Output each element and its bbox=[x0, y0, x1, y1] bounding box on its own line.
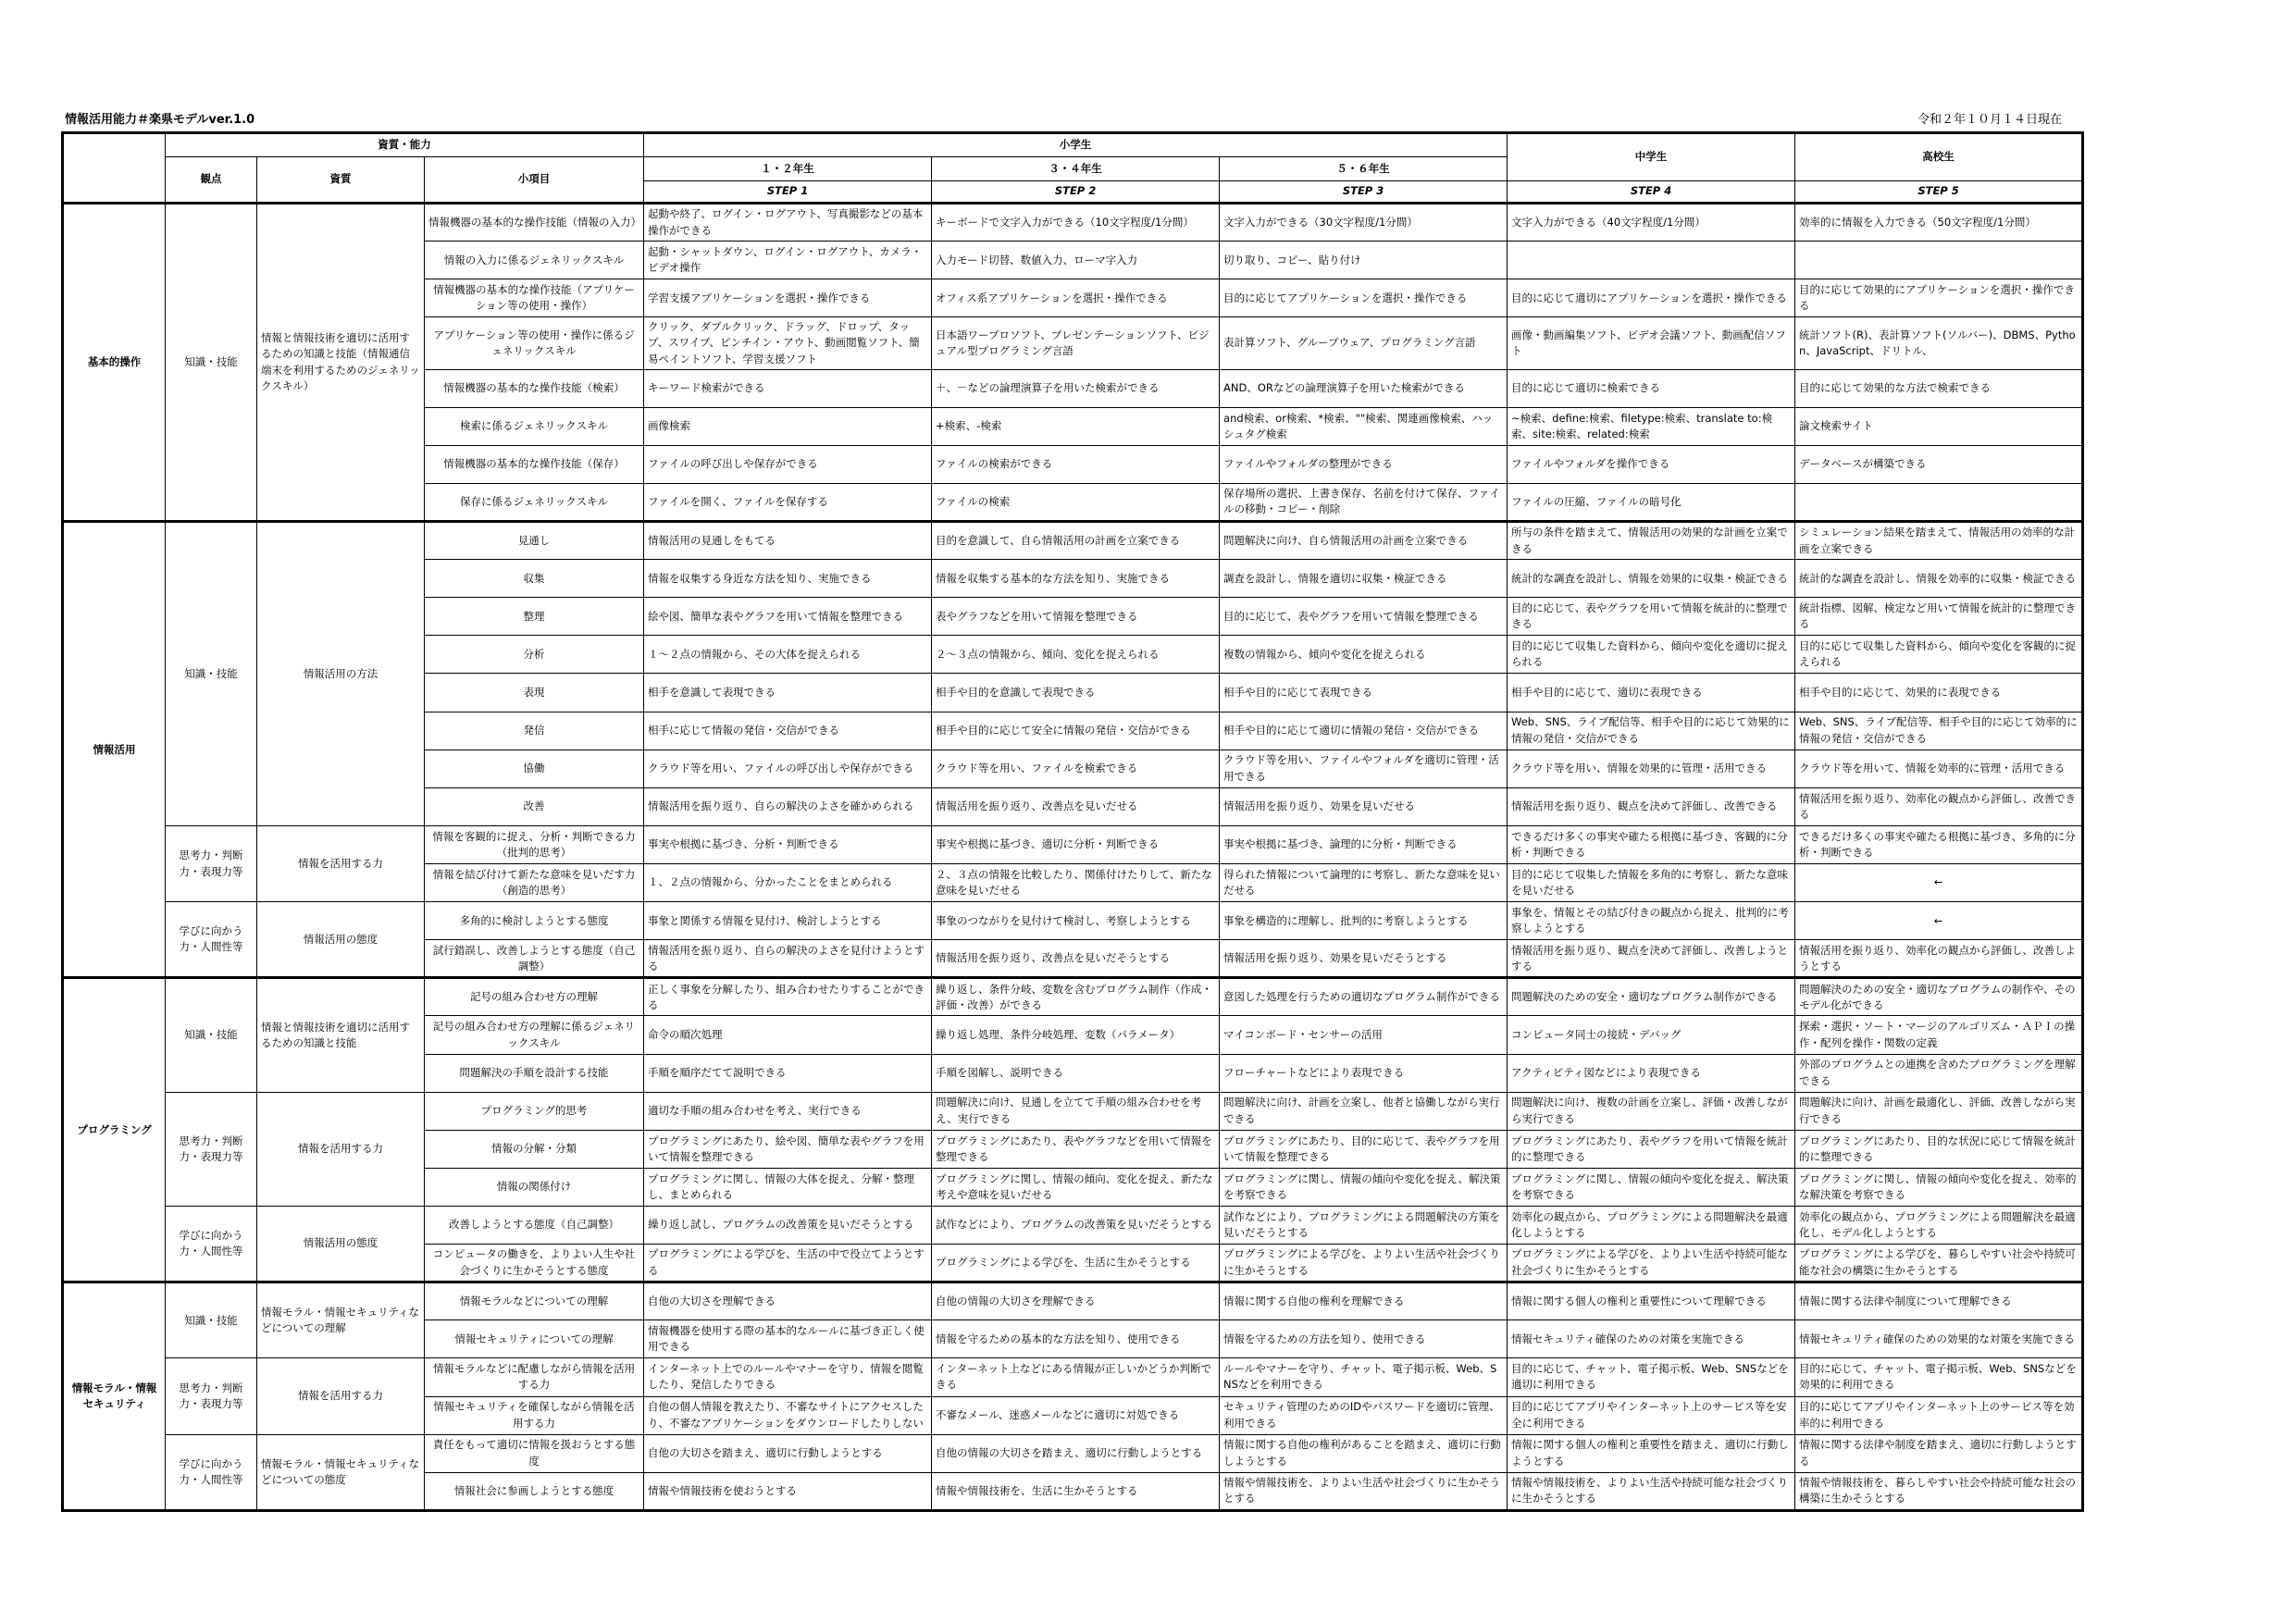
step5-cell: 情報活用を振り返り、効率化の観点から評価し、改善できる bbox=[1795, 787, 2083, 825]
step1-cell: 情報機器を使用する際の基本的なルールに基づき正しく使用できる bbox=[644, 1320, 932, 1358]
step4-cell: 文字入力ができる（40文字程度/1分間） bbox=[1508, 204, 1795, 242]
step4-cell: プログラミングにあたり、表やグラフを用いて情報を統計的に整理できる bbox=[1508, 1130, 1795, 1168]
step5-cell: 情報に関する法律や制度について理解できる bbox=[1795, 1282, 2083, 1320]
header-step1: STEP 1 bbox=[644, 181, 932, 204]
step5-cell: 情報活用を振り返り、効率化の観点から評価し、改善しようとする bbox=[1795, 940, 2083, 978]
step5-cell: 情報セキュリティ確保のための効果的な対策を実施できる bbox=[1795, 1320, 2083, 1358]
step1-cell: １、２点の情報から、分かったことをまとめられる bbox=[644, 864, 932, 902]
step1-cell: 適切な手順の組み合わせを考え、実行できる bbox=[644, 1092, 932, 1130]
header-high-school: 高校生 bbox=[1795, 133, 2083, 181]
quality-cell: 情報と情報技術を適切に活用するための知識と技能（情報通信端末を利用するためのジェネリックスキル） bbox=[257, 204, 425, 522]
step3-cell: 問題解決に向け、計画を立案し、他者と協働しながら実行できる bbox=[1220, 1092, 1508, 1130]
step2-cell: 目的を意識して、自ら情報活用の計画を立案できる bbox=[932, 522, 1220, 560]
step1-cell: 自他の大切さを踏まえ、適切に行動しようとする bbox=[644, 1434, 932, 1472]
sub-item-cell: プログラミング的思考 bbox=[425, 1092, 644, 1130]
step1-cell: 学習支援アプリケーションを選択・操作できる bbox=[644, 279, 932, 317]
step4-cell: 目的に応じて適切にアプリケーションを選択・操作できる bbox=[1508, 279, 1795, 317]
viewpoint-cell: 学びに向かう力・人間性等 bbox=[166, 1434, 257, 1510]
step3-cell: セキュリティ管理のためのIDやパスワードを適切に管理、利用できる bbox=[1220, 1396, 1508, 1434]
step3-cell: クラウド等を用い、ファイルやフォルダを適切に管理・活用できる bbox=[1220, 750, 1508, 787]
sub-item-cell: 整理 bbox=[425, 598, 644, 636]
sub-item-cell: 問題解決の手順を設計する技能 bbox=[425, 1054, 644, 1092]
step5-cell: 目的に応じてアプリやインターネット上のサービス等を効率的に利用できる bbox=[1795, 1396, 2083, 1434]
step5-cell: 相手や目的に応じて、効果的に表現できる bbox=[1795, 674, 2083, 712]
step3-cell: 相手や目的に応じて適切に情報の発信・交信ができる bbox=[1220, 712, 1508, 750]
quality-cell: 情報と情報技術を適切に活用するための知識と技能 bbox=[257, 978, 425, 1092]
step2-cell: 不審なメール、迷惑メールなどに適切に対処できる bbox=[932, 1396, 1220, 1434]
category-cell: 基本的操作 bbox=[63, 204, 166, 522]
sub-item-cell: 情報社会に参画しようとする態度 bbox=[425, 1472, 644, 1510]
step5-cell: 探索・選択・ソート・マージのアルゴリズム・ＡＰＩの操作・配列を操作・関数の定義 bbox=[1795, 1016, 2083, 1054]
step4-cell: 相手や目的に応じて、適切に表現できる bbox=[1508, 674, 1795, 712]
sub-item-cell: コンピュータの働きを、よりよい人生や社会づくりに生かそうとする態度 bbox=[425, 1245, 644, 1282]
step2-cell: 事象のつながりを見付けて検討し、考察しようとする bbox=[932, 902, 1220, 940]
step3-cell: 情報活用を振り返り、効果を見いだそうとする bbox=[1220, 940, 1508, 978]
step3-cell: 保存場所の選択、上書き保存、名前を付けて保存、ファイルの移動・コピー・削除 bbox=[1220, 483, 1508, 521]
header-corner bbox=[63, 133, 166, 204]
sub-item-cell: 多角的に検討しようとする態度 bbox=[425, 902, 644, 940]
step4-cell: ファイルやフォルダを操作できる bbox=[1508, 445, 1795, 483]
document-date: 令和２年１０月１４日現在 bbox=[1917, 113, 2062, 127]
step3-cell: 目的に応じて、表やグラフを用いて情報を整理できる bbox=[1220, 598, 1508, 636]
step5-cell: クラウド等を用いて、情報を効率的に管理・活用できる bbox=[1795, 750, 2083, 787]
step4-cell: 所与の条件を踏まえて、情報活用の効果的な計画を立案できる bbox=[1508, 522, 1795, 560]
step1-cell: 命令の順次処理 bbox=[644, 1016, 932, 1054]
step2-cell: 繰り返し処理、条件分岐処理、変数（パラメータ） bbox=[932, 1016, 1220, 1054]
step3-cell: 切り取り、コピー、貼り付け bbox=[1220, 242, 1508, 279]
sub-item-cell: 記号の組み合わせ方の理解 bbox=[425, 978, 644, 1016]
step3-cell: プログラミングによる学びを、よりよい生活や社会づくりに生かそうとする bbox=[1220, 1245, 1508, 1282]
step4-cell: 情報セキュリティ確保のための対策を実施できる bbox=[1508, 1320, 1795, 1358]
step1-cell: 相手を意識して表現できる bbox=[644, 674, 932, 712]
step1-cell: 絵や図、簡単な表やグラフを用いて情報を整理できる bbox=[644, 598, 932, 636]
step3-cell: 情報に関する自他の権利を理解できる bbox=[1220, 1282, 1508, 1320]
step5-cell: 効率的に情報を入力できる（50文字程度/1分間） bbox=[1795, 204, 2083, 242]
sub-item-cell: 情報セキュリティについての理解 bbox=[425, 1320, 644, 1358]
step2-cell: ２、３点の情報を比較したり、関係付けたりして、新たな意味を見いだせる bbox=[932, 864, 1220, 902]
step5-cell: 情報に関する法律や制度を踏まえ、適切に行動しようとする bbox=[1795, 1434, 2083, 1472]
step1-cell: クリック、ダブルクリック、ドラッグ、ドロップ、タップ、スワイプ、ピンチイン・アウト、動画閲覧ソフト、簡易ペイントソフト、学習支援ソフト bbox=[644, 317, 932, 369]
quality-cell: 情報を活用する力 bbox=[257, 825, 425, 901]
sub-item-cell: 検索に係るジェネリックスキル bbox=[425, 407, 644, 445]
step2-cell: 表やグラフなどを用いて情報を整理できる bbox=[932, 598, 1220, 636]
sub-item-cell: 責任をもって適切に情報を扱おうとする態度 bbox=[425, 1434, 644, 1472]
quality-cell: 情報活用の態度 bbox=[257, 902, 425, 978]
viewpoint-cell: 学びに向かう力・人間性等 bbox=[166, 1207, 257, 1282]
step1-cell: 事実や根拠に基づき、分析・判断できる bbox=[644, 825, 932, 863]
step3-cell: 調査を設計し、情報を適切に収集・検証できる bbox=[1220, 560, 1508, 598]
step4-cell: 問題解決に向け、複数の計画を立案し、評価・改善しながら実行できる bbox=[1508, 1092, 1795, 1130]
step2-cell: プログラミングによる学びを、生活に生かそうとする bbox=[932, 1245, 1220, 1282]
step4-cell: プログラミングによる学びを、よりよい生活や持続可能な社会づくりに生かそうとする bbox=[1508, 1245, 1795, 1282]
header-step4: STEP 4 bbox=[1508, 181, 1795, 204]
table-row bbox=[63, 522, 2083, 560]
step4-cell: 目的に応じて収集した資料から、傾向や変化を適切に捉えられる bbox=[1508, 636, 1795, 674]
step5-cell: 論文検索サイト bbox=[1795, 407, 2083, 445]
step2-cell: 繰り返し、条件分岐、変数を含むプログラム制作（作成・評価・改善）ができる bbox=[932, 978, 1220, 1016]
step4-cell: 情報や情報技術を、よりよい生活や持続可能な社会づくりに生かそうとする bbox=[1508, 1472, 1795, 1510]
sub-item-cell: 情報を結び付けて新たな意味を見いだす力（創造的思考） bbox=[425, 864, 644, 902]
step1-cell: 情報を収集する身近な方法を知り、実施できる bbox=[644, 560, 932, 598]
sub-item-cell: 改善 bbox=[425, 787, 644, 825]
step1-cell: 情報や情報技術を使おうとする bbox=[644, 1472, 932, 1510]
step3-cell: フローチャートなどにより表現できる bbox=[1220, 1054, 1508, 1092]
step1-cell: 情報活用を振り返り、自らの解決のよさを見付けようとする bbox=[644, 940, 932, 978]
step4-cell: 事象を、情報とその結び付きの観点から捉え、批判的に考察しようとする bbox=[1508, 902, 1795, 940]
sub-item-cell: 情報モラルなどに配慮しながら情報を活用する力 bbox=[425, 1358, 644, 1396]
sub-item-cell: 試行錯誤し、改善しようとする態度（自己調整） bbox=[425, 940, 644, 978]
step2-cell: +検索、-検索 bbox=[932, 407, 1220, 445]
step4-cell: 問題解決のための安全・適切なプログラム制作ができる bbox=[1508, 978, 1795, 1016]
step4-cell: 情報活用を振り返り、観点を決めて評価し、改善しようとする bbox=[1508, 940, 1795, 978]
competency-table bbox=[61, 131, 2084, 1512]
step2-cell: 情報活用を振り返り、改善点を見いだそうとする bbox=[932, 940, 1220, 978]
step3-cell: and検索、or検索、*検索、""検索、関連画像検索、ハッシュタグ検索 bbox=[1220, 407, 1508, 445]
step3-cell: ルールやマナーを守り、チャット、電子掲示板、Web、SNSなどを利用できる bbox=[1220, 1358, 1508, 1396]
step3-cell: 得られた情報について論理的に考察し、新たな意味を見いだせる bbox=[1220, 864, 1508, 902]
table-row bbox=[63, 1207, 2083, 1245]
sub-item-cell: 情報機器の基本的な操作技能（保存） bbox=[425, 445, 644, 483]
step1-cell: 相手に応じて情報の発信・交信ができる bbox=[644, 712, 932, 750]
sub-item-cell: 情報の関係付け bbox=[425, 1168, 644, 1206]
sub-item-cell: 表現 bbox=[425, 674, 644, 712]
sub-item-cell: 情報セキュリティを確保しながら情報を活用する力 bbox=[425, 1396, 644, 1434]
step3-cell: 情報や情報技術を、よりよい生活や社会づくりに生かそうとする bbox=[1220, 1472, 1508, 1510]
viewpoint-cell: 知識・技能 bbox=[166, 978, 257, 1092]
step5-cell bbox=[1795, 483, 2083, 521]
step2-cell: ファイルの検索 bbox=[932, 483, 1220, 521]
quality-cell: 情報活用の態度 bbox=[257, 1207, 425, 1282]
step5-cell: 情報や情報技術を、暮らしやすい社会や持続可能な社会の構築に生かそうとする bbox=[1795, 1472, 2083, 1510]
step3-cell: 事実や根拠に基づき、論理的に分析・判断できる bbox=[1220, 825, 1508, 863]
step1-cell: キーワード検索ができる bbox=[644, 369, 932, 407]
header-qualities: 資質・能力 bbox=[166, 133, 644, 157]
step4-cell: 統計的な調査を設計し、情報を効果的に収集・検証できる bbox=[1508, 560, 1795, 598]
step2-cell: 自他の情報の大切さを踏まえ、適切に行動しようとする bbox=[932, 1434, 1220, 1472]
sub-item-cell: 情報機器の基本的な操作技能（アプリケーション等の使用・操作） bbox=[425, 279, 644, 317]
step4-cell: 目的に応じて適切に検索できる bbox=[1508, 369, 1795, 407]
step1-cell: 情報活用を振り返り、自らの解決のよさを確かめられる bbox=[644, 787, 932, 825]
header-grade34: ３・４年生 bbox=[932, 157, 1220, 181]
viewpoint-cell: 思考力・判断力・表現力等 bbox=[166, 1092, 257, 1206]
step2-cell: クラウド等を用い、ファイルを検索できる bbox=[932, 750, 1220, 787]
step4-cell: できるだけ多くの事実や確たる根拠に基づき、客観的に分析・判断できる bbox=[1508, 825, 1795, 863]
step4-cell: 目的に応じてアプリやインターネット上のサービス等を安全に利用できる bbox=[1508, 1396, 1795, 1434]
header-quality: 資質 bbox=[257, 157, 425, 204]
sub-item-cell: 収集 bbox=[425, 560, 644, 598]
step5-cell: ← bbox=[1795, 864, 2083, 902]
step5-cell: 統計的な調査を設計し、情報を効率的に収集・検証できる bbox=[1795, 560, 2083, 598]
step1-cell: インターネット上でのルールやマナーを守り、情報を閲覧したり、発信したりできる bbox=[644, 1358, 932, 1396]
sub-item-cell: 記号の組み合わせ方の理解に係るジェネリックスキル bbox=[425, 1016, 644, 1054]
header-viewpoint: 観点 bbox=[166, 157, 257, 204]
step3-cell: 複数の情報から、傾向や変化を捉えられる bbox=[1220, 636, 1508, 674]
step1-cell: １～２点の情報から、その大体を捉えられる bbox=[644, 636, 932, 674]
category-cell: プログラミング bbox=[63, 978, 166, 1282]
step2-cell: オフィス系アプリケーションを選択・操作できる bbox=[932, 279, 1220, 317]
header-step2: STEP 2 bbox=[932, 181, 1220, 204]
step2-cell: 相手や目的に応じて安全に情報の発信・交信ができる bbox=[932, 712, 1220, 750]
step1-cell: 自他の個人情報を教えたり、不審なサイトにアクセスしたり、不審なアプリケーションをダウンロードしたりしない bbox=[644, 1396, 932, 1434]
step2-cell: ＋、－などの論理演算子を用いた検索ができる bbox=[932, 369, 1220, 407]
category-cell: 情報モラル・情報セキュリティ bbox=[63, 1282, 166, 1511]
step5-cell: 効率化の観点から、プログラミングによる問題解決を最適化し、モデル化しようとする bbox=[1795, 1207, 2083, 1245]
step2-cell: 手順を図解し、説明できる bbox=[932, 1054, 1220, 1092]
step2-cell: キーボードで文字入力ができる（10文字程度/1分間） bbox=[932, 204, 1220, 242]
viewpoint-cell: 知識・技能 bbox=[166, 1282, 257, 1358]
step3-cell: 情報活用を振り返り、効果を見いだせる bbox=[1220, 787, 1508, 825]
step3-cell: 意図した処理を行うための適切なプログラム制作ができる bbox=[1220, 978, 1508, 1016]
step2-cell: 日本語ワープロソフト、プレゼンテーションソフト、ビジュアル型プログラミング言語 bbox=[932, 317, 1220, 369]
step4-cell: 目的に応じて、表やグラフを用いて情報を統計的に整理できる bbox=[1508, 598, 1795, 636]
header-elementary: 小学生 bbox=[644, 133, 1508, 157]
header-step5: STEP 5 bbox=[1795, 181, 2083, 204]
step3-cell: 事象を構造的に理解し、批判的に考察しようとする bbox=[1220, 902, 1508, 940]
category-cell: 情報活用 bbox=[63, 522, 166, 978]
quality-cell: 情報モラル・情報セキュリティなどについての理解 bbox=[257, 1282, 425, 1358]
step5-cell: シミュレーション結果を踏まえて、情報活用の効率的な計画を立案できる bbox=[1795, 522, 2083, 560]
step1-cell: 手順を順序だてて説明できる bbox=[644, 1054, 932, 1092]
step5-cell: 目的に応じて収集した資料から、傾向や変化を客観的に捉えられる bbox=[1795, 636, 2083, 674]
quality-cell: 情報活用の方法 bbox=[257, 522, 425, 826]
step3-cell: ファイルやフォルダの整理ができる bbox=[1220, 445, 1508, 483]
step5-cell: プログラミングに関し、情報の傾向や変化を捉え、効率的な解決策を考察できる bbox=[1795, 1168, 2083, 1206]
step4-cell: ファイルの圧縮、ファイルの暗号化 bbox=[1508, 483, 1795, 521]
viewpoint-cell: 思考力・判断力・表現力等 bbox=[166, 1358, 257, 1434]
table-row bbox=[63, 204, 2083, 242]
step2-cell: ２～３点の情報から、傾向、変化を捉えられる bbox=[932, 636, 1220, 674]
sub-item-cell: 情報モラルなどについての理解 bbox=[425, 1282, 644, 1320]
viewpoint-cell: 知識・技能 bbox=[166, 204, 257, 522]
table-row bbox=[63, 1434, 2083, 1472]
step3-cell: マイコンボード・センサーの活用 bbox=[1220, 1016, 1508, 1054]
step2-cell: 情報や情報技術を、生活に生かそうとする bbox=[932, 1472, 1220, 1510]
header-sub-item: 小項目 bbox=[425, 157, 644, 204]
step5-cell: 目的に応じて効果的な方法で検索できる bbox=[1795, 369, 2083, 407]
step4-cell: 情報活用を振り返り、観点を決めて評価し、改善できる bbox=[1508, 787, 1795, 825]
sub-item-cell: 改善しようとする態度（自己調整） bbox=[425, 1207, 644, 1245]
step5-cell: プログラミングにあたり、目的な状況に応じて情報を統計的に整理できる bbox=[1795, 1130, 2083, 1168]
sub-item-cell: アプリケーション等の使用・操作に係るジェネリックスキル bbox=[425, 317, 644, 369]
step1-cell: プログラミングにあたり、絵や図、簡単な表やグラフを用いて情報を整理できる bbox=[644, 1130, 932, 1168]
sub-item-cell: 情報の分解・分類 bbox=[425, 1130, 644, 1168]
step2-cell: インターネット上などにある情報が正しいかどうか判断できる bbox=[932, 1358, 1220, 1396]
step2-cell: 問題解決に向け、見通しを立てて手順の組み合わせを考え、実行できる bbox=[932, 1092, 1220, 1130]
step3-cell: 表計算ソフト、グループウェア、プログラミング言語 bbox=[1220, 317, 1508, 369]
header-grade12: １・２年生 bbox=[644, 157, 932, 181]
step1-cell: 起動や終了、ログイン・ログアウト、写真撮影などの基本操作ができる bbox=[644, 204, 932, 242]
step3-cell: プログラミングにあたり、目的に応じて、表やグラフを用いて情報を整理できる bbox=[1220, 1130, 1508, 1168]
step5-cell: できるだけ多くの事実や確たる根拠に基づき、多角的に分析・判断できる bbox=[1795, 825, 2083, 863]
step2-cell: ファイルの検索ができる bbox=[932, 445, 1220, 483]
step2-cell: 情報活用を振り返り、改善点を見いだせる bbox=[932, 787, 1220, 825]
step1-cell: プログラミングによる学びを、生活の中で役立てようとする bbox=[644, 1245, 932, 1282]
step5-cell: 問題解決のための安全・適切なプログラムの制作や、そのモデル化ができる bbox=[1795, 978, 2083, 1016]
header-grade56: ５・６年生 bbox=[1220, 157, 1508, 181]
sub-item-cell: 情報の入力に係るジェネリックスキル bbox=[425, 242, 644, 279]
table-row bbox=[63, 825, 2083, 863]
step5-cell: 統計ソフト(R)、表計算ソフト(ソルバー)、DBMS、Python、JavaScript、ドリトル、 bbox=[1795, 317, 2083, 369]
step2-cell: 相手や目的を意識して表現できる bbox=[932, 674, 1220, 712]
step5-cell bbox=[1795, 242, 2083, 279]
step2-cell: 試作などにより、プログラムの改善策を見いだそうとする bbox=[932, 1207, 1220, 1245]
step4-cell: ~検索、define:検索、filetype:検索、translate to:検索、site:検索、related:検索 bbox=[1508, 407, 1795, 445]
step2-cell: 事実や根拠に基づき、適切に分析・判断できる bbox=[932, 825, 1220, 863]
step5-cell: 統計指標、図解、検定など用いて情報を統計的に整理できる bbox=[1795, 598, 2083, 636]
step2-cell: 自他の情報の大切さを理解できる bbox=[932, 1282, 1220, 1320]
step5-cell: 外部のプログラムとの連携を含めたプログラミングを理解できる bbox=[1795, 1054, 2083, 1092]
header-junior-high: 中学生 bbox=[1508, 133, 1795, 181]
step1-cell: 繰り返し試し、プログラムの改善策を見いだそうとする bbox=[644, 1207, 932, 1245]
sub-item-cell: 協働 bbox=[425, 750, 644, 787]
table-row bbox=[63, 1092, 2083, 1130]
table-row bbox=[63, 1358, 2083, 1396]
step3-cell: 試作などにより、プログラミングによる問題解決の方策を見いだそうとする bbox=[1220, 1207, 1508, 1245]
step3-cell: 相手や目的に応じて表現できる bbox=[1220, 674, 1508, 712]
step3-cell: 問題解決に向け、自ら情報活用の計画を立案できる bbox=[1220, 522, 1508, 560]
step4-cell: 画像・動画編集ソフト、ビデオ会議ソフト、動画配信ソフト bbox=[1508, 317, 1795, 369]
step4-cell: アクティビティ図などにより表現できる bbox=[1508, 1054, 1795, 1092]
step3-cell: 情報を守るための方法を知り、使用できる bbox=[1220, 1320, 1508, 1358]
step1-cell: ファイルを開く、ファイルを保存する bbox=[644, 483, 932, 521]
quality-cell: 情報を活用する力 bbox=[257, 1092, 425, 1206]
step5-cell: 目的に応じて、チャット、電子掲示板、Web、SNSなどを効果的に利用できる bbox=[1795, 1358, 2083, 1396]
step5-cell: データベースが構築できる bbox=[1795, 445, 2083, 483]
step2-cell: 情報を収集する基本的な方法を知り、実施できる bbox=[932, 560, 1220, 598]
sub-item-cell: 保存に係るジェネリックスキル bbox=[425, 483, 644, 521]
step1-cell: クラウド等を用い、ファイルの呼び出しや保存ができる bbox=[644, 750, 932, 787]
step4-cell: プログラミングに関し、情報の傾向や変化を捉え、解決策を考察できる bbox=[1508, 1168, 1795, 1206]
step5-cell: プログラミングによる学びを、暮らしやすい社会や持続可能な社会の構築に生かそうとする bbox=[1795, 1245, 2083, 1282]
table-row bbox=[63, 902, 2083, 940]
step2-cell: 情報を守るための基本的な方法を知り、使用できる bbox=[932, 1320, 1220, 1358]
step3-cell: 文字入力ができる（30文字程度/1分間） bbox=[1220, 204, 1508, 242]
step3-cell: プログラミングに関し、情報の傾向や変化を捉え、解決策を考察できる bbox=[1220, 1168, 1508, 1206]
document-title: 情報活用能力＃楽県モデルver.1.0 bbox=[65, 113, 255, 127]
sub-item-cell: 分析 bbox=[425, 636, 644, 674]
sub-item-cell: 情報機器の基本的な操作技能（情報の入力） bbox=[425, 204, 644, 242]
step1-cell: 画像検索 bbox=[644, 407, 932, 445]
step4-cell: クラウド等を用い、情報を効果的に管理・活用できる bbox=[1508, 750, 1795, 787]
step2-cell: プログラミングに関し、情報の傾向、変化を捉え、新たな考えや意味を見いだせる bbox=[932, 1168, 1220, 1206]
quality-cell: 情報モラル・情報セキュリティなどについての態度 bbox=[257, 1434, 425, 1510]
step1-cell: ファイルの呼び出しや保存ができる bbox=[644, 445, 932, 483]
viewpoint-cell: 学びに向かう力・人間性等 bbox=[166, 902, 257, 978]
table-row bbox=[63, 1282, 2083, 1320]
step4-cell: 目的に応じて、チャット、電子掲示板、Web、SNSなどを適切に利用できる bbox=[1508, 1358, 1795, 1396]
step3-cell: 目的に応じてアプリケーションを選択・操作できる bbox=[1220, 279, 1508, 317]
step5-cell: 目的に応じて効果的にアプリケーションを選択・操作できる bbox=[1795, 279, 2083, 317]
step4-cell: 効率化の観点から、プログラミングによる問題解決を最適化しようとする bbox=[1508, 1207, 1795, 1245]
step4-cell: Web、SNS、ライブ配信等、相手や目的に応じて効果的に情報の発信・交信ができる bbox=[1508, 712, 1795, 750]
step5-cell: 問題解決に向け、計画を最適化し、評価、改善しながら実行できる bbox=[1795, 1092, 2083, 1130]
viewpoint-cell: 思考力・判断力・表現力等 bbox=[166, 825, 257, 901]
step1-cell: 起動・シャットダウン、ログイン・ログアウト、カメラ・ビデオ操作 bbox=[644, 242, 932, 279]
step4-cell: コンピュータ同士の接続・デバッグ bbox=[1508, 1016, 1795, 1054]
step3-cell: AND、ORなどの論理演算子を用いた検索ができる bbox=[1220, 369, 1508, 407]
step2-cell: 入力モード切替、数値入力、ローマ字入力 bbox=[932, 242, 1220, 279]
step5-cell: ← bbox=[1795, 902, 2083, 940]
quality-cell: 情報を活用する力 bbox=[257, 1358, 425, 1434]
step2-cell: プログラミングにあたり、表やグラフなどを用いて情報を整理できる bbox=[932, 1130, 1220, 1168]
step4-cell bbox=[1508, 242, 1795, 279]
header-step3: STEP 3 bbox=[1220, 181, 1508, 204]
step1-cell: 自他の大切さを理解できる bbox=[644, 1282, 932, 1320]
step1-cell: 事象と関係する情報を見付け、検討しようとする bbox=[644, 902, 932, 940]
step4-cell: 目的に応じて収集した情報を多角的に考察し、新たな意味を見いだせる bbox=[1508, 864, 1795, 902]
step1-cell: 情報活用の見通しをもてる bbox=[644, 522, 932, 560]
sub-item-cell: 発信 bbox=[425, 712, 644, 750]
step1-cell: プログラミングに関し、情報の大体を捉え、分解・整理し、まとめられる bbox=[644, 1168, 932, 1206]
sub-item-cell: 情報を客観的に捉え、分析・判断できる力（批判的思考） bbox=[425, 825, 644, 863]
step4-cell: 情報に関する個人の権利と重要性について理解できる bbox=[1508, 1282, 1795, 1320]
table-row bbox=[63, 978, 2083, 1016]
viewpoint-cell: 知識・技能 bbox=[166, 522, 257, 826]
sub-item-cell: 情報機器の基本的な操作技能（検索） bbox=[425, 369, 644, 407]
step1-cell: 正しく事象を分解したり、組み合わせたりすることができる bbox=[644, 978, 932, 1016]
step5-cell: Web、SNS、ライブ配信等、相手や目的に応じて効率的に情報の発信・交信ができる bbox=[1795, 712, 2083, 750]
step4-cell: 情報に関する個人の権利と重要性を踏まえ、適切に行動しようとする bbox=[1508, 1434, 1795, 1472]
table-body bbox=[63, 204, 2083, 1511]
sub-item-cell: 見通し bbox=[425, 522, 644, 560]
step3-cell: 情報に関する自他の権利があることを踏まえ、適切に行動しようとする bbox=[1220, 1434, 1508, 1472]
